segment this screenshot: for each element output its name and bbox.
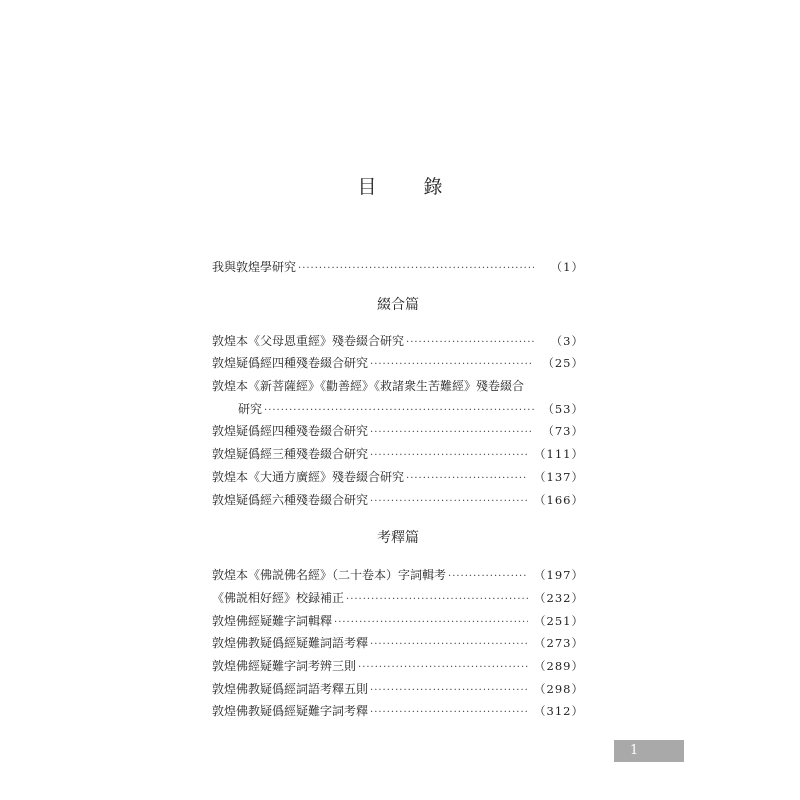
toc-entry-page: （251）	[534, 613, 584, 628]
dot-leader	[264, 400, 534, 423]
toc-entry-title: 敦煌疑僞經六種殘卷綴合研究	[212, 492, 369, 507]
toc-entry-title: 敦煌本《大通方廣經》殘卷綴合研究	[212, 469, 405, 484]
toc-entry-continuation[interactable]	[212, 398, 584, 421]
toc-entry[interactable]	[212, 678, 584, 701]
toc-entry-page: （137）	[534, 469, 584, 484]
toc-entry[interactable]	[212, 632, 584, 655]
toc-entry[interactable]	[212, 443, 584, 466]
toc-entry-title: 敦煌疑僞經四種殘卷綴合研究	[212, 356, 369, 371]
dot-leader	[358, 657, 528, 680]
dot-leader	[406, 468, 528, 491]
page-title: 目 錄	[357, 176, 457, 198]
table-of-contents	[212, 256, 584, 723]
toc-entry[interactable]	[212, 256, 584, 279]
section-heading: 綴合篇	[377, 296, 419, 313]
toc-entry-page: （3）	[550, 333, 584, 348]
toc-entry[interactable]	[212, 655, 584, 678]
toc-entry-title: 《佛説相好經》校録補正	[212, 590, 345, 605]
dot-leader	[334, 612, 528, 635]
toc-entry[interactable]	[212, 420, 584, 443]
toc-entry-page: （166）	[534, 492, 584, 507]
toc-entry-title: 敦煌佛教疑僞經疑難詞語考釋	[212, 636, 369, 651]
toc-entry-page: （73）	[542, 424, 584, 439]
toc-entry-page: （273）	[534, 636, 584, 651]
toc-entry-page: （1）	[550, 260, 584, 274]
toc-entry-page: （312）	[534, 704, 584, 719]
toc-entry-title-continuation: 研究	[238, 401, 263, 416]
toc-entry-page: （25）	[542, 356, 584, 371]
toc-entry-page: （298）	[534, 681, 584, 696]
toc-entry-title: 敦煌佛教疑僞經詞語考釋五則	[212, 681, 369, 696]
toc-entry-title: 敦煌佛經疑難字詞輯釋	[212, 613, 333, 628]
toc-entry[interactable]	[212, 352, 584, 375]
toc-entry-title: 敦煌佛教疑僞經疑難字詞考釋	[212, 704, 369, 719]
toc-entry-page: （289）	[534, 658, 584, 673]
dot-leader	[448, 566, 528, 589]
toc-entry-page: （111）	[534, 447, 584, 462]
toc-entry[interactable]	[212, 610, 584, 633]
toc-entry-title: 敦煌疑僞經四種殘卷綴合研究	[212, 424, 369, 439]
toc-entry[interactable]	[212, 587, 584, 610]
toc-entry-title: 敦煌本《父母恩重經》殘卷綴合研究	[212, 333, 405, 348]
toc-entry-page: （53）	[542, 401, 584, 416]
toc-entry[interactable]	[212, 330, 584, 353]
dot-leader	[370, 491, 528, 514]
dot-leader	[370, 680, 528, 703]
toc-entry-title: 敦煌疑僞經三種殘卷綴合研究	[212, 447, 369, 462]
toc-entry-title: 敦煌本《新菩薩經》《勸善經》《救諸衆生苦難經》殘卷綴合	[212, 379, 525, 394]
toc-entry-title: 敦煌本《佛説佛名經》（二十卷本）字詞輯考	[212, 568, 447, 583]
dot-leader	[298, 258, 534, 281]
dot-leader	[370, 634, 528, 657]
section-heading: 考釋篇	[377, 530, 419, 547]
dot-leader	[346, 589, 528, 612]
dot-leader	[370, 354, 534, 377]
dot-leader	[370, 445, 528, 468]
toc-entry-page: （232）	[534, 590, 584, 605]
dot-leader	[370, 702, 528, 725]
toc-entry[interactable]	[212, 489, 584, 512]
toc-entry[interactable]	[212, 466, 584, 489]
toc-entry-title: 我與敦煌學研究	[212, 260, 297, 274]
toc-entry[interactable]	[212, 375, 584, 398]
toc-entry[interactable]	[212, 700, 584, 723]
toc-entry-title: 敦煌佛經疑難字詞考辨三則	[212, 658, 357, 673]
dot-leader	[370, 422, 534, 445]
toc-entry-page: （197）	[534, 568, 584, 583]
dot-leader	[406, 332, 534, 355]
page-number: 1	[614, 740, 684, 762]
toc-entry[interactable]	[212, 564, 584, 587]
